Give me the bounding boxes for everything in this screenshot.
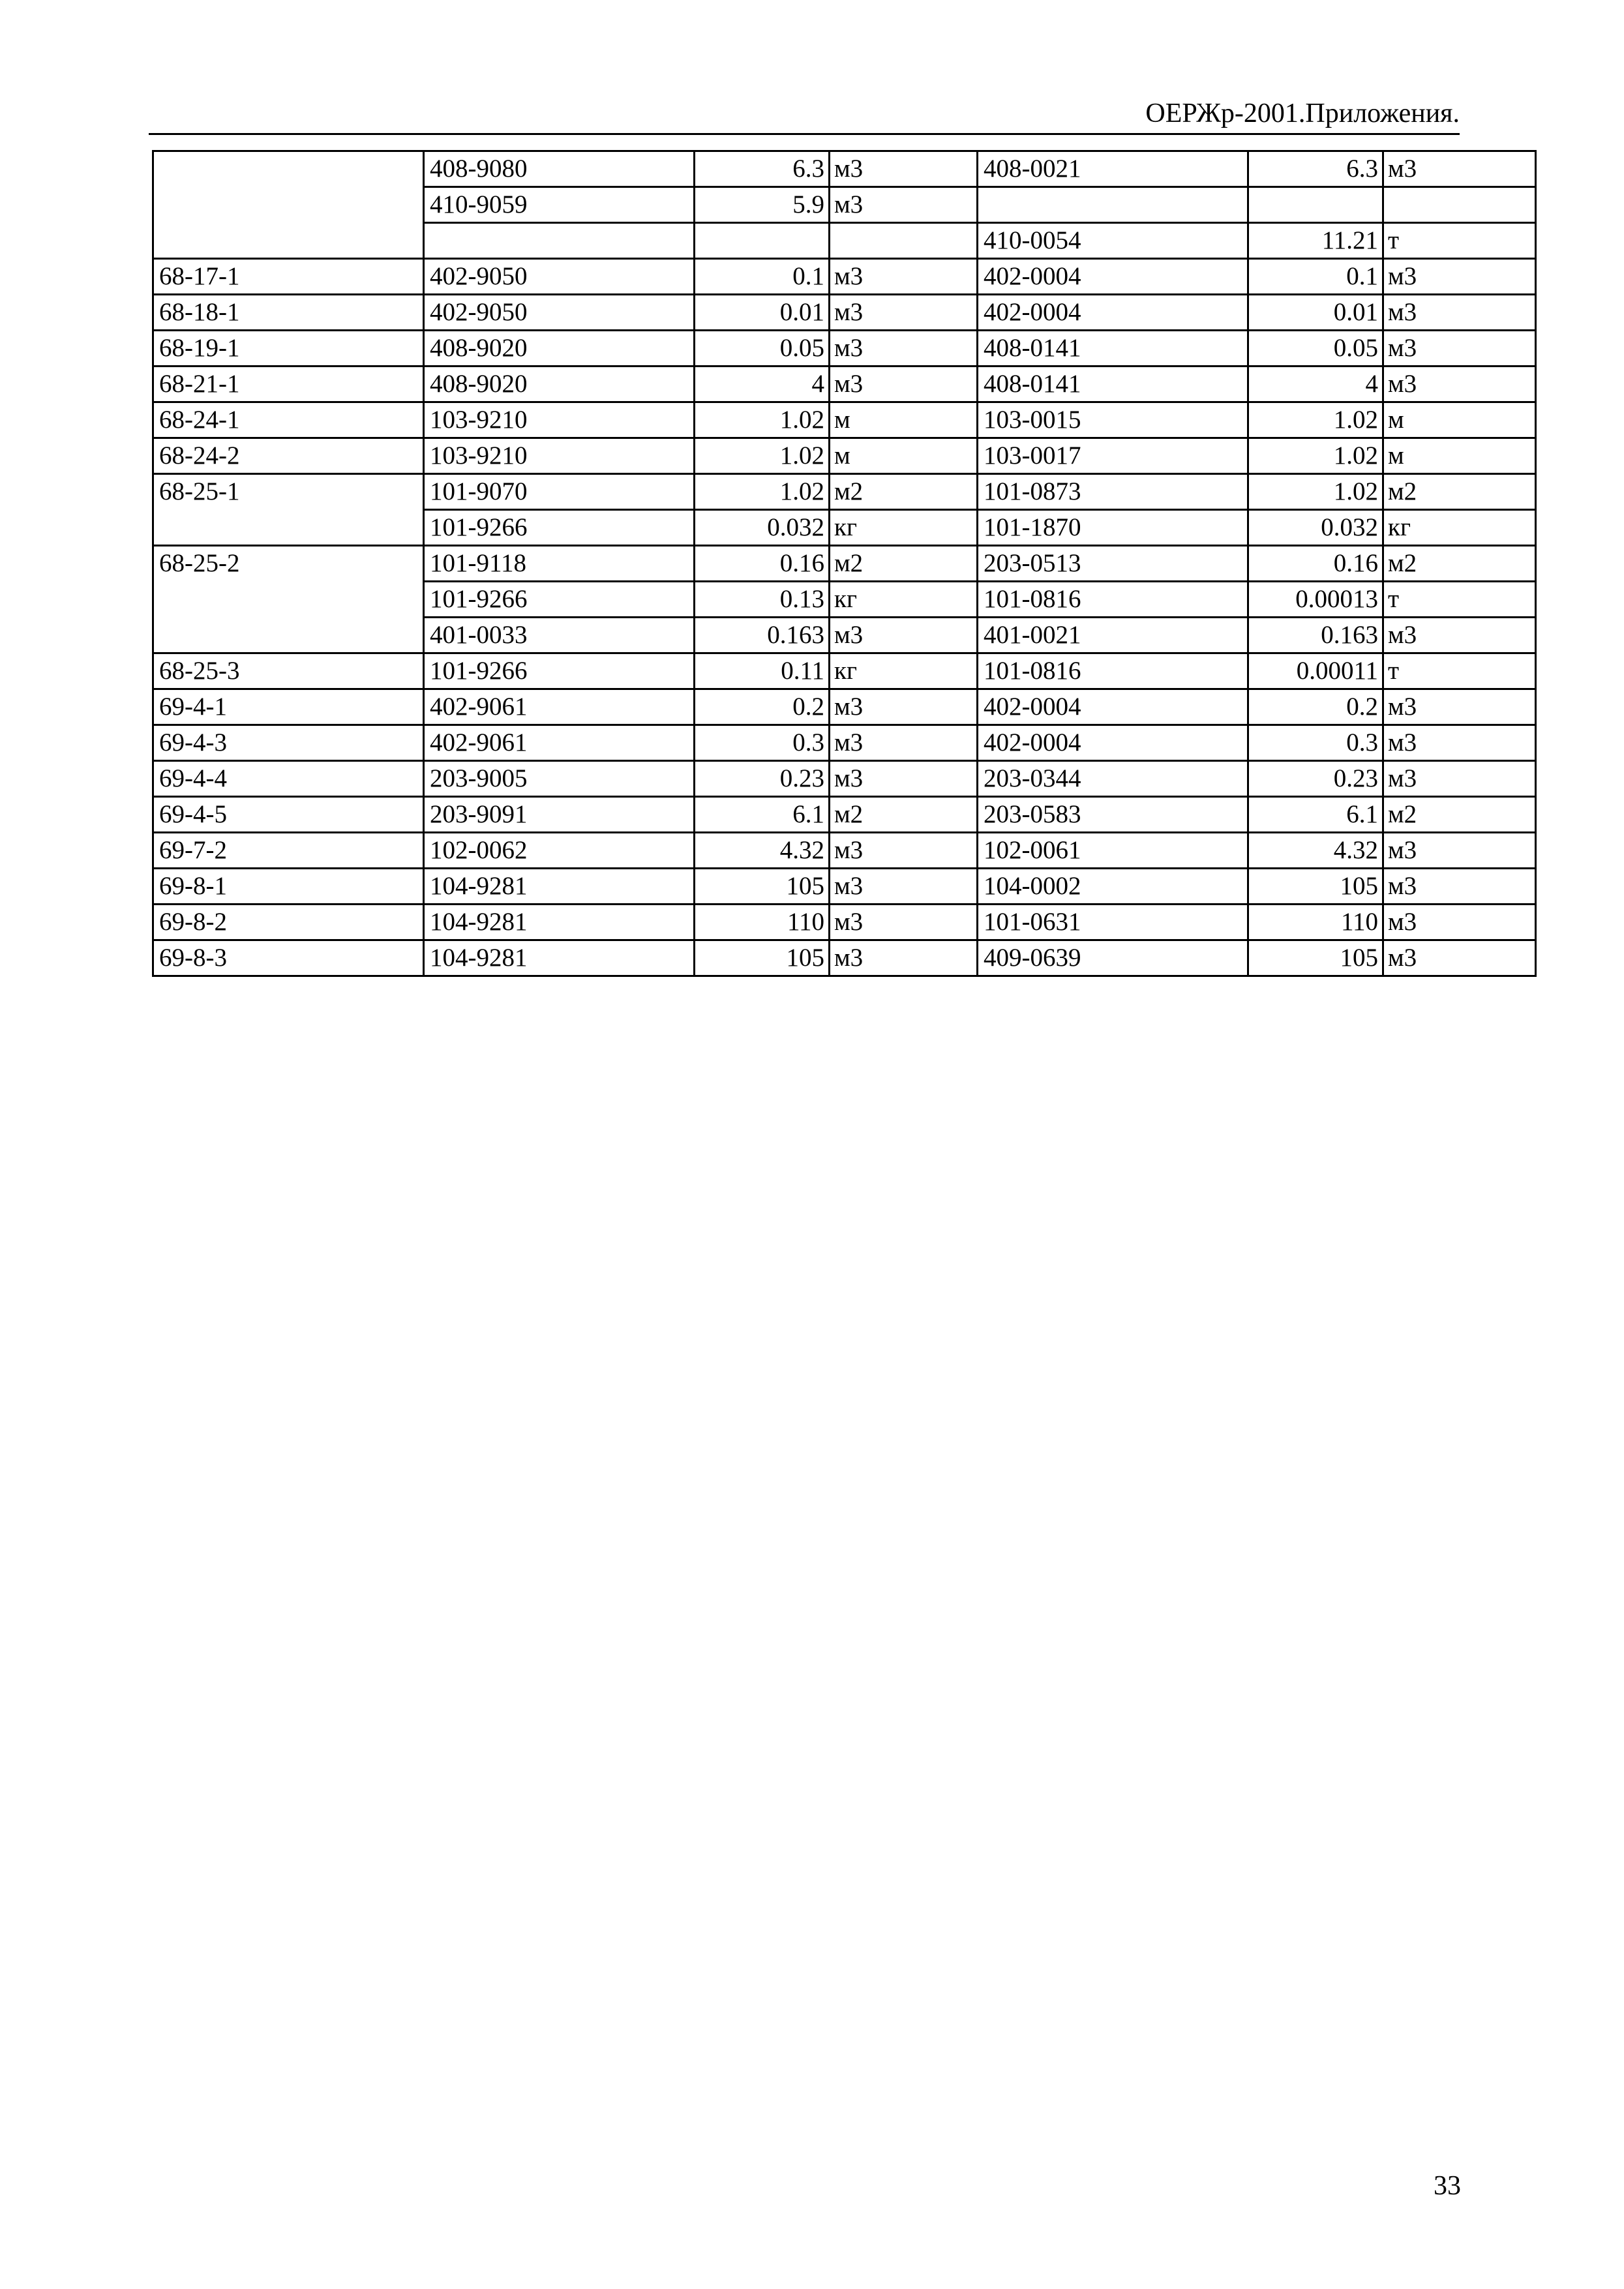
old-resource-code-cell: 104-9281 [424, 905, 695, 940]
rate-code-cell: 69-8-3 [153, 940, 424, 976]
old-resource-code-cell: 408-9020 [424, 331, 695, 367]
new-quantity-cell: 6.3 [1248, 151, 1383, 187]
old-quantity-cell: 105 [695, 940, 830, 976]
new-quantity-cell [1248, 187, 1383, 223]
rate-code-cell: 69-8-1 [153, 869, 424, 905]
new-quantity-cell: 110 [1248, 905, 1383, 940]
new-quantity-cell: 0.00011 [1248, 653, 1383, 689]
new-resource-code-cell: 401-0021 [978, 618, 1248, 653]
new-unit-cell: м [1383, 402, 1536, 438]
new-unit-cell: м3 [1383, 725, 1536, 761]
new-unit-cell: м3 [1383, 940, 1536, 976]
new-unit-cell: м [1383, 438, 1536, 474]
running-header [149, 97, 1460, 135]
old-resource-code-cell: 402-9050 [424, 295, 695, 331]
old-quantity-cell: 6.1 [695, 797, 830, 833]
old-quantity-cell: 0.163 [695, 618, 830, 653]
rate-code-cell: 68-24-1 [153, 402, 424, 438]
rate-code-cell: 69-7-2 [153, 833, 424, 869]
old-unit-cell: м3 [830, 689, 978, 725]
table-row [153, 151, 1536, 187]
old-resource-code-cell: 102-0062 [424, 833, 695, 869]
old-unit-cell: м [830, 402, 978, 438]
new-unit-cell: м3 [1383, 259, 1536, 295]
new-unit-cell: м3 [1383, 151, 1536, 187]
new-unit-cell: м3 [1383, 761, 1536, 797]
old-resource-code-cell: 408-9080 [424, 151, 695, 187]
new-quantity-cell: 0.032 [1248, 510, 1383, 546]
new-resource-code-cell: 402-0004 [978, 725, 1248, 761]
rate-code-cell: 68-24-2 [153, 438, 424, 474]
new-quantity-cell: 0.163 [1248, 618, 1383, 653]
rate-code-cell: 69-8-2 [153, 905, 424, 940]
new-unit-cell: м3 [1383, 295, 1536, 331]
new-resource-code-cell: 408-0141 [978, 331, 1248, 367]
new-resource-code-cell: 408-0021 [978, 151, 1248, 187]
new-resource-code-cell: 103-0017 [978, 438, 1248, 474]
old-unit-cell: м2 [830, 797, 978, 833]
old-quantity-cell: 105 [695, 869, 830, 905]
rate-code-cell [153, 151, 424, 259]
new-resource-code-cell: 410-0054 [978, 223, 1248, 259]
old-unit-cell: м3 [830, 151, 978, 187]
new-resource-code-cell: 408-0141 [978, 367, 1248, 402]
new-unit-cell: м3 [1383, 367, 1536, 402]
new-unit-cell: м3 [1383, 869, 1536, 905]
old-quantity-cell: 6.3 [695, 151, 830, 187]
old-resource-code-cell: 101-9266 [424, 582, 695, 618]
old-quantity-cell: 0.05 [695, 331, 830, 367]
resource-replacement-table [152, 150, 1537, 977]
new-quantity-cell: 0.1 [1248, 259, 1383, 295]
table-row [153, 797, 1536, 833]
old-resource-code-cell: 203-9091 [424, 797, 695, 833]
table-row [153, 725, 1536, 761]
new-resource-code-cell [978, 187, 1248, 223]
rate-code-cell: 69-4-4 [153, 761, 424, 797]
old-resource-code-cell: 104-9281 [424, 869, 695, 905]
old-unit-cell: м3 [830, 367, 978, 402]
table-row [153, 761, 1536, 797]
new-quantity-cell: 4.32 [1248, 833, 1383, 869]
table-row [153, 940, 1536, 976]
old-resource-code-cell: 408-9020 [424, 367, 695, 402]
old-unit-cell: м3 [830, 259, 978, 295]
old-resource-code-cell [424, 223, 695, 259]
new-quantity-cell: 0.23 [1248, 761, 1383, 797]
new-quantity-cell: 6.1 [1248, 797, 1383, 833]
old-quantity-cell: 4 [695, 367, 830, 402]
new-quantity-cell: 105 [1248, 940, 1383, 976]
new-quantity-cell: 1.02 [1248, 402, 1383, 438]
table-body [153, 151, 1536, 976]
old-unit-cell: м2 [830, 474, 978, 510]
old-unit-cell: кг [830, 653, 978, 689]
table-row [153, 653, 1536, 689]
new-unit-cell: т [1383, 582, 1536, 618]
new-quantity-cell: 0.00013 [1248, 582, 1383, 618]
new-unit-cell: м2 [1383, 546, 1536, 582]
old-resource-code-cell: 104-9281 [424, 940, 695, 976]
table-row [153, 295, 1536, 331]
new-resource-code-cell: 203-0344 [978, 761, 1248, 797]
rate-code-cell: 68-18-1 [153, 295, 424, 331]
new-resource-code-cell: 101-0873 [978, 474, 1248, 510]
old-unit-cell: м3 [830, 187, 978, 223]
table-row [153, 833, 1536, 869]
rate-code-cell: 68-25-3 [153, 653, 424, 689]
rate-code-cell: 68-21-1 [153, 367, 424, 402]
old-resource-code-cell: 101-9118 [424, 546, 695, 582]
new-unit-cell: кг [1383, 510, 1536, 546]
table-row [153, 438, 1536, 474]
new-resource-code-cell: 101-0816 [978, 582, 1248, 618]
old-quantity-cell: 0.11 [695, 653, 830, 689]
new-unit-cell: м3 [1383, 689, 1536, 725]
old-resource-code-cell: 103-9210 [424, 402, 695, 438]
old-resource-code-cell: 401-0033 [424, 618, 695, 653]
old-unit-cell: м3 [830, 295, 978, 331]
rate-code-cell: 68-19-1 [153, 331, 424, 367]
old-quantity-cell: 110 [695, 905, 830, 940]
old-unit-cell: кг [830, 582, 978, 618]
new-resource-code-cell: 409-0639 [978, 940, 1248, 976]
new-resource-code-cell: 402-0004 [978, 295, 1248, 331]
old-quantity-cell: 0.2 [695, 689, 830, 725]
old-unit-cell: м3 [830, 833, 978, 869]
old-quantity-cell: 1.02 [695, 474, 830, 510]
rate-code-cell: 68-17-1 [153, 259, 424, 295]
new-resource-code-cell: 101-0631 [978, 905, 1248, 940]
old-quantity-cell: 1.02 [695, 438, 830, 474]
new-unit-cell: т [1383, 653, 1536, 689]
new-resource-code-cell: 104-0002 [978, 869, 1248, 905]
rate-code-cell: 68-25-1 [153, 474, 424, 546]
new-quantity-cell: 11.21 [1248, 223, 1383, 259]
new-quantity-cell: 4 [1248, 367, 1383, 402]
new-quantity-cell: 0.2 [1248, 689, 1383, 725]
old-quantity-cell: 5.9 [695, 187, 830, 223]
old-quantity-cell [695, 223, 830, 259]
new-unit-cell: м3 [1383, 618, 1536, 653]
old-quantity-cell: 4.32 [695, 833, 830, 869]
document-title: ОЕРЖр-2001.Приложения. [1145, 98, 1460, 128]
table-row [153, 402, 1536, 438]
new-unit-cell: м3 [1383, 833, 1536, 869]
new-unit-cell: т [1383, 223, 1536, 259]
old-resource-code-cell: 410-9059 [424, 187, 695, 223]
new-resource-code-cell: 101-0816 [978, 653, 1248, 689]
new-quantity-cell: 105 [1248, 869, 1383, 905]
old-quantity-cell: 0.13 [695, 582, 830, 618]
new-quantity-cell: 0.01 [1248, 295, 1383, 331]
old-unit-cell: м3 [830, 761, 978, 797]
old-quantity-cell: 0.16 [695, 546, 830, 582]
old-unit-cell: м3 [830, 940, 978, 976]
old-resource-code-cell: 402-9061 [424, 689, 695, 725]
old-unit-cell: м [830, 438, 978, 474]
old-unit-cell: м2 [830, 546, 978, 582]
table-row [153, 259, 1536, 295]
old-resource-code-cell: 101-9266 [424, 510, 695, 546]
new-resource-code-cell: 102-0061 [978, 833, 1248, 869]
old-quantity-cell: 0.032 [695, 510, 830, 546]
old-resource-code-cell: 101-9266 [424, 653, 695, 689]
rate-code-cell: 68-25-2 [153, 546, 424, 653]
old-quantity-cell: 1.02 [695, 402, 830, 438]
old-unit-cell: кг [830, 510, 978, 546]
old-resource-code-cell: 101-9070 [424, 474, 695, 510]
table-row [153, 474, 1536, 510]
new-unit-cell: м3 [1383, 905, 1536, 940]
old-unit-cell [830, 223, 978, 259]
old-resource-code-cell: 402-9061 [424, 725, 695, 761]
table-row [153, 869, 1536, 905]
new-resource-code-cell: 101-1870 [978, 510, 1248, 546]
old-quantity-cell: 0.23 [695, 761, 830, 797]
table-row [153, 905, 1536, 940]
page-number: 33 [1434, 2171, 1461, 2201]
new-resource-code-cell: 203-0513 [978, 546, 1248, 582]
new-quantity-cell: 0.3 [1248, 725, 1383, 761]
new-unit-cell: м2 [1383, 474, 1536, 510]
new-resource-code-cell: 103-0015 [978, 402, 1248, 438]
new-resource-code-cell: 402-0004 [978, 259, 1248, 295]
old-unit-cell: м3 [830, 331, 978, 367]
new-unit-cell: м2 [1383, 797, 1536, 833]
rate-code-cell: 69-4-1 [153, 689, 424, 725]
old-unit-cell: м3 [830, 618, 978, 653]
old-quantity-cell: 0.3 [695, 725, 830, 761]
new-resource-code-cell: 203-0583 [978, 797, 1248, 833]
old-unit-cell: м3 [830, 725, 978, 761]
new-unit-cell [1383, 187, 1536, 223]
new-unit-cell: м3 [1383, 331, 1536, 367]
table-row [153, 367, 1536, 402]
new-quantity-cell: 1.02 [1248, 438, 1383, 474]
old-unit-cell: м3 [830, 905, 978, 940]
table-row [153, 689, 1536, 725]
new-quantity-cell: 0.16 [1248, 546, 1383, 582]
new-quantity-cell: 1.02 [1248, 474, 1383, 510]
new-quantity-cell: 0.05 [1248, 331, 1383, 367]
table-row [153, 546, 1536, 582]
rate-code-cell: 69-4-5 [153, 797, 424, 833]
old-resource-code-cell: 103-9210 [424, 438, 695, 474]
new-resource-code-cell: 402-0004 [978, 689, 1248, 725]
old-unit-cell: м3 [830, 869, 978, 905]
old-quantity-cell: 0.01 [695, 295, 830, 331]
rate-code-cell: 69-4-3 [153, 725, 424, 761]
old-resource-code-cell: 402-9050 [424, 259, 695, 295]
old-resource-code-cell: 203-9005 [424, 761, 695, 797]
old-quantity-cell: 0.1 [695, 259, 830, 295]
table-row [153, 331, 1536, 367]
